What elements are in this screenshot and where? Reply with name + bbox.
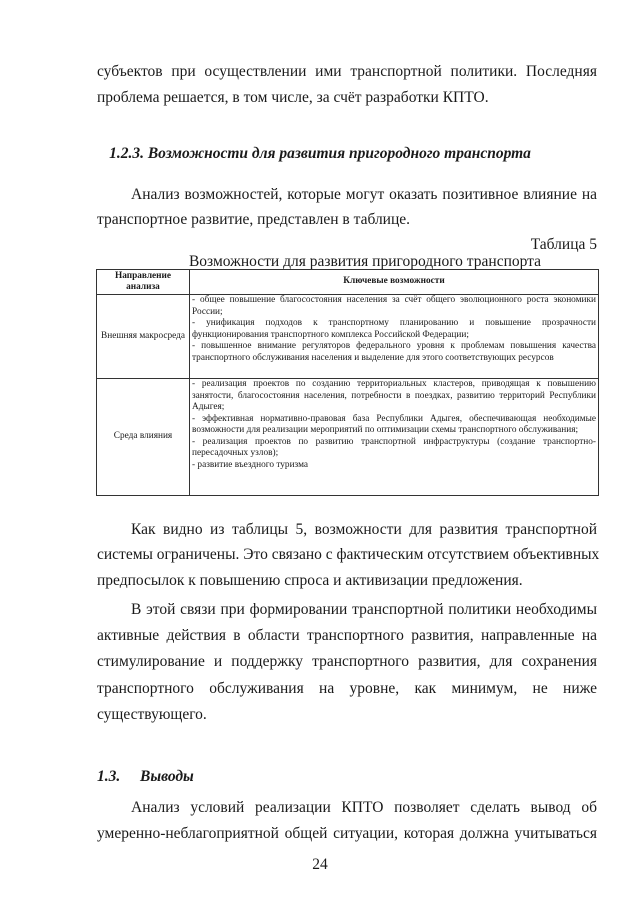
opportunity-item: - развитие въездного туризма xyxy=(192,459,309,470)
paragraph-line: проблема решается, в том числе, за счёт разработки КПТО. xyxy=(97,89,489,106)
section-title: Выводы xyxy=(140,768,194,785)
paragraph-line: Как видно из таблицы 5, возможности для развития транспортной xyxy=(131,521,597,538)
table-cell-direction xyxy=(97,295,190,379)
paragraph-line: системы ограничены. Это связано с фактическим отсутствием объективных xyxy=(97,546,600,563)
paragraph-line: стимулирование и поддержку транспортного развития, для сохранения xyxy=(97,653,597,670)
paragraph-line: существующего. xyxy=(97,706,207,723)
table-cell-opportunities xyxy=(190,379,599,496)
direction-label: Среда влияния xyxy=(113,431,173,442)
opportunity-item: - реализация проектов по созданию территориальных кластеров, приводящая к повышению занятости, благосостояния населения, потребности в поездках, развитию территорий Республики Адыгея; xyxy=(192,379,596,412)
paragraph-line: транспортного обслуживания на уровне, как минимум, не ниже xyxy=(97,680,597,697)
opportunity-item: - повышенное внимание регуляторов федерального уровня к проблемам повышения качества транспортного обслуживания населения и выделение для этого соответствующих ресурсов xyxy=(192,341,596,363)
paragraph-line: Анализ условий реализации КПТО позволяет сделать вывод об xyxy=(131,799,597,816)
table-label: Таблица 5 xyxy=(530,236,597,253)
table-cell-opportunities xyxy=(190,295,599,379)
table-title: Возможности для развития пригородного транспорта xyxy=(188,253,542,270)
opportunity-item: - общее повышение благосостояния населения за счёт общего эволюционного роста экономики России; xyxy=(192,295,596,317)
opportunity-item: - реализация проектов по развитию транспортной инфраструктуры (создание транспортно-пересадочных узлов); xyxy=(192,436,596,458)
section-number: 1.3. xyxy=(97,768,121,785)
table-header-cell: Направление анализа xyxy=(97,270,190,295)
paragraph-line: транспортное развитие, представлен в таблице. xyxy=(97,211,411,228)
table-cell-direction xyxy=(97,379,190,496)
paragraph-line: субъектов при осуществлении ими транспортной политики. Последняя xyxy=(97,63,597,80)
table-row xyxy=(97,379,599,496)
paragraph-line: умеренно-неблагоприятной общей ситуации, которая должна учитываться xyxy=(97,825,597,842)
paragraph-line: Анализ возможностей, которые могут оказать позитивное влияние на xyxy=(131,186,597,203)
direction-label: Внешняя макросреда xyxy=(101,330,185,341)
opportunity-item: - эффективная нормативно-правовая база Республики Адыгея, обеспечивающая необходимые возможности для реализации мероприятий по оптимизации схемы транспортного обслуживания; xyxy=(192,413,596,435)
paragraph-line: активные действия в области транспортного развития, направленные на xyxy=(97,627,597,644)
opportunities-table xyxy=(96,269,599,496)
table-row xyxy=(97,295,599,379)
opportunity-item: - унификация подходов к транспортному планированию и повышение прозрачности функционирования транспортного комплекса Российской Федерации; xyxy=(192,318,596,340)
table-header-row xyxy=(97,270,599,295)
paragraph-line: В этой связи при формировании транспортной политики необходимы xyxy=(131,601,597,618)
paragraph-line: предпосылок к повышению спроса и активизации предложения. xyxy=(97,572,523,589)
table-header-cell: Ключевые возможности xyxy=(190,270,599,295)
page-number: 24 xyxy=(312,856,328,873)
section-heading: 1.2.3. Возможности для развития пригородного транспорта xyxy=(109,145,531,162)
